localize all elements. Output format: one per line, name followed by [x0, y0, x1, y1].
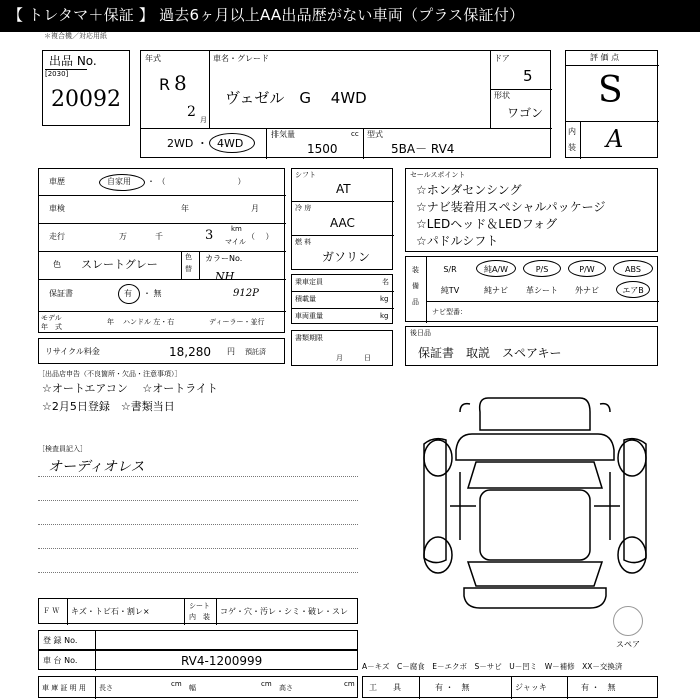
equipment-aw: 純A/W [483, 265, 509, 274]
equipment-ext-navi: 外ナビ [575, 286, 599, 295]
color-no-value: NH [215, 270, 235, 283]
windshield [468, 462, 602, 488]
displacement-unit: cc [351, 130, 359, 138]
model-code-label: 型式 [367, 130, 383, 139]
score-value: S [598, 70, 623, 111]
score-label: 評 価 点 [590, 53, 620, 62]
vehicle-info-block [140, 50, 551, 158]
drive-label: 2WD ・ [167, 137, 208, 150]
body-shape-value: ワゴン [507, 106, 544, 120]
capacity-label: 乗車定員 [295, 278, 323, 286]
tools-row [362, 676, 658, 698]
top-small-note: ＊複合機／対応用紙 [44, 32, 107, 40]
jack-value: 有 ・ 無 [581, 683, 616, 692]
color-value: スレートグレー [81, 258, 158, 271]
year-month-unit: 月 [200, 116, 207, 124]
color-label: 色 [53, 260, 61, 269]
model-year-dealer: ディーラー・並行 [209, 318, 265, 326]
recycle-row [38, 338, 285, 364]
chassis-label: 車 台 No. [43, 656, 78, 665]
chassis-value: RV4-1200999 [181, 654, 263, 668]
warranty-rest: ・ 無 [143, 289, 162, 298]
year-era: R [159, 75, 171, 94]
tools-label: 工 具 [369, 683, 401, 692]
dimensions-height: 高さ [279, 684, 293, 692]
recycle-value: 18,280 [169, 345, 211, 359]
score-block [565, 50, 658, 158]
shift-label: シフト [295, 171, 316, 179]
dimensions-width-unit: cm [261, 680, 272, 688]
body-shape-label: 形状 [494, 91, 510, 100]
interior-label-2: 装 [568, 143, 576, 152]
sales-points-box [405, 168, 658, 252]
mileage-paren: （ ） [247, 232, 274, 241]
extras-box [405, 326, 658, 366]
vehicle-detail-table [38, 168, 285, 333]
model-year-label-2: 年 式 [41, 323, 62, 331]
equipment-box [405, 256, 658, 322]
rear-bumper [464, 588, 606, 608]
seller-notes-label: ［出品店申告（不良箇所・欠品・注意事項）］ [38, 370, 182, 378]
front-left-wheel [424, 440, 452, 476]
sales-point-item: ☆ナビ装着用スペシャルパッケージ [416, 200, 606, 214]
displacement-value: 1500 [307, 142, 338, 156]
fuel-label: 燃 料 [295, 238, 312, 246]
extras-value: 保証書 取説 スペアキー [418, 346, 562, 360]
model-label: 車名・グレード [213, 54, 269, 63]
doors-value: 5 [523, 67, 533, 85]
warranty-label: 保証書 [49, 289, 73, 298]
equipment-ps: P/S [535, 265, 549, 274]
mileage-sen: 千 [155, 232, 163, 241]
spare-label: スペア [616, 640, 640, 649]
weight-unit: kg [380, 312, 389, 320]
front-bumper [480, 398, 590, 430]
lot-number-box [42, 50, 130, 126]
registration-label: 登 録 No. [43, 636, 78, 645]
dimensions-label: 車 庫 証 明 用 [42, 684, 86, 692]
aircon-value: AAC [330, 216, 355, 230]
year-value: 8 [174, 71, 187, 95]
car-diagram [420, 390, 650, 615]
defects-seat-value: コゲ・穴・汚レ・シミ・破レ・スレ [220, 607, 348, 616]
inspector-notes [38, 446, 358, 596]
equipment-sr: S/R [443, 265, 457, 274]
seller-notes [38, 370, 278, 416]
lot-box-value: [2030] [45, 70, 69, 78]
interior-label-1: 内 [568, 127, 576, 136]
right-mirror-line [600, 404, 610, 412]
doc-deadline-unit: 月 日 [336, 354, 371, 362]
mileage-value: 3 [205, 228, 214, 243]
inspection-label: 車検 [49, 204, 65, 213]
dimensions-height-unit: cm [344, 680, 355, 688]
mileage-label: 走行 [49, 232, 65, 241]
year-label: 年式 [145, 54, 161, 63]
load-label: 積載量 [295, 295, 316, 303]
mileage-unit-km: km [231, 225, 242, 233]
chassis-row [38, 650, 358, 670]
model-year-unit: 年 [107, 318, 114, 326]
lot-number: 20092 [51, 87, 121, 112]
equipment-navi: 純ナビ [484, 286, 508, 295]
seller-notes-line-2: ☆2月5日登録 ☆書類当日 [42, 400, 175, 413]
equipment-abs: ABS [625, 265, 641, 274]
color-side-1: 色 [185, 253, 192, 261]
hood [456, 434, 614, 460]
banner [0, 0, 700, 32]
model-year-handle: ハンドル 左・右 [123, 318, 175, 326]
year-month: 2 [187, 104, 196, 120]
inspection-month-unit: 月 [251, 204, 259, 213]
load-unit: kg [380, 295, 389, 303]
shift-value: AT [336, 182, 351, 196]
equipment-label-1: 装 [412, 266, 419, 274]
equipment-tv: 純TV [440, 286, 460, 295]
defects-fw-label: Ｆ Ｗ [43, 607, 60, 615]
dimensions-row [38, 676, 358, 698]
aircon-label: 冷 房 [295, 204, 312, 212]
model-code-value: 5BA－ RV4 [391, 142, 455, 156]
banner-text: 【 トレタマ＋保証 】 過去6ヶ月以上AA出品歴がない車両（プラス保証付） [8, 6, 525, 24]
roof [480, 490, 590, 560]
defects-seat-label-2: 内 装 [189, 613, 210, 621]
color-no-label: カラーNo. [205, 254, 243, 263]
fuel-value: ガソリン [322, 250, 371, 264]
defects-row [38, 598, 358, 624]
warranty-selected: 有 [124, 289, 132, 298]
doc-deadline-label: 書類期限 [295, 334, 323, 342]
defects-seat-label-1: シート [189, 602, 210, 610]
damage-legend: A－キズ C－腐食 E－エクボ S－サビ U－凹ミ W－補修 XX－交換済 [362, 662, 623, 671]
equipment-label-2: 備 [412, 282, 419, 290]
history-label: 車歴 [49, 177, 65, 186]
interior-value: A [606, 125, 624, 153]
color-no-sub: 912P [233, 288, 259, 299]
tools-value: 有 ・ 無 [435, 683, 470, 692]
spec-column [291, 168, 393, 270]
dimensions-width: 幅 [189, 684, 196, 692]
recycle-unit: 円 [227, 347, 235, 356]
capacity-unit: 名 [382, 278, 389, 286]
doc-deadline-box [291, 330, 393, 366]
dimensions-length: 長さ [99, 684, 113, 692]
lot-label: 出品 No. [49, 54, 97, 68]
sales-point-item: ☆パドルシフト [416, 234, 499, 248]
spare-tire-circle [613, 606, 643, 636]
defects-fw-value: キズ・トビ石・割レ× [71, 607, 150, 616]
equipment-navi-label: ナビ型番： [432, 308, 467, 316]
sales-point-item: ☆ホンダセンシング [416, 183, 522, 197]
left-mirror-line [460, 404, 470, 412]
registration-row [38, 630, 358, 650]
inspection-year-unit: 年 [181, 204, 189, 213]
rear-left-wheel [424, 537, 452, 573]
color-side-2: 替 [185, 265, 192, 273]
history-selected: 自家用 [107, 177, 131, 186]
sales-point-item: ☆LEDヘッド＆LEDフォグ [416, 217, 558, 231]
jack-label: ジャッキ [515, 683, 547, 692]
model-value: ヴェゼル G 4WD [225, 89, 367, 107]
sales-points-label: セールスポイント [410, 171, 466, 179]
equipment-leather: 革シート [526, 286, 558, 295]
extras-label: 後日品 [410, 329, 431, 337]
front-right-wheel [618, 440, 646, 476]
drive-selected: 4WD [217, 137, 244, 150]
inspector-handwriting: オーディオレス [48, 459, 145, 475]
doors-label: ドア [494, 54, 510, 63]
dimensions-length-unit: cm [171, 680, 182, 688]
equipment-airbag: エアB [622, 286, 644, 295]
inspector-label: ［検査員記入］ [38, 445, 87, 453]
history-rest: ・ （ ） [147, 177, 246, 186]
model-year-label-1: モデル [41, 314, 62, 322]
rear-right-wheel [618, 537, 646, 573]
mileage-man: 万 [119, 232, 127, 241]
recycle-label: リサイクル料金 [45, 347, 100, 356]
recycle-note: 預託済 [245, 348, 266, 356]
rear-window [468, 562, 602, 586]
seller-notes-line-1: ☆オートエアコン ☆オートライト [42, 382, 218, 395]
weight-label: 車両重量 [295, 312, 323, 320]
equipment-label-3: 品 [412, 298, 419, 306]
capacity-table [291, 274, 393, 324]
displacement-label: 排気量 [271, 130, 295, 139]
equipment-pw: P/W [579, 265, 595, 274]
mileage-unit-mile: マイル [225, 238, 246, 246]
